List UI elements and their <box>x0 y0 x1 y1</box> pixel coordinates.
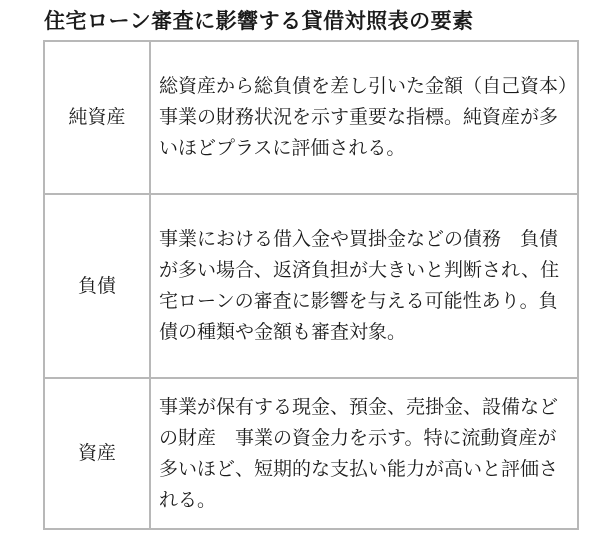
table-row <box>44 378 578 529</box>
row-description-liabilities: 事業における借入金や買掛金などの債務 負債が多い場合、返済負担が大きいと判断され、住宅ローンの審査に影響を与える可能性あり。負債の種類や金額も審査対象。 <box>150 194 578 378</box>
row-description-net-assets: 総資産から総負債を差し引いた金額（自己資本） 事業の財務状況を示す重要な指標。純資産が多いほどプラスに評価される。 <box>150 41 578 194</box>
table-row <box>44 41 578 194</box>
row-label-assets: 資産 <box>44 378 150 529</box>
balance-sheet-table <box>43 40 587 530</box>
row-description-assets: 事業が保有する現金、預金、売掛金、設備などの財産 事業の資金力を示す。特に流動資産が多いほど、短期的な支払い能力が高いと評価される。 <box>150 378 578 529</box>
page-title: 住宅ローン審査に影響する貸借対照表の要素 <box>44 9 474 33</box>
row-label-net-assets: 純資産 <box>44 41 150 194</box>
row-label-liabilities: 負債 <box>44 194 150 378</box>
table-row <box>44 194 578 378</box>
